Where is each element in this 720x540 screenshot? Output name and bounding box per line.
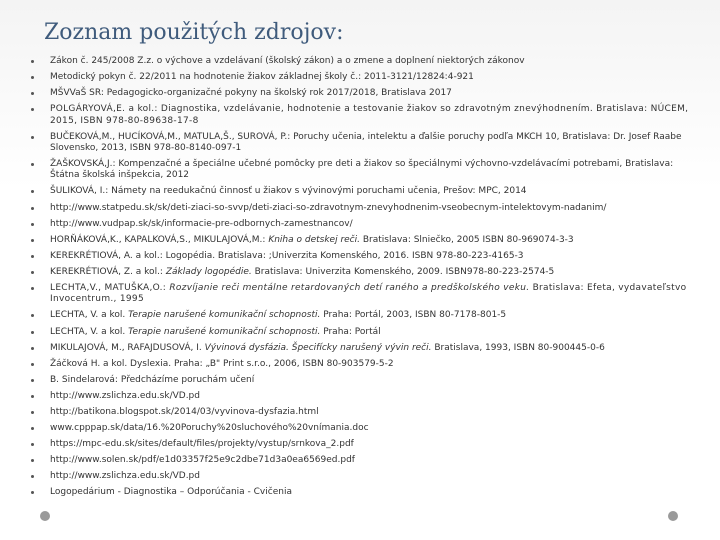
corner-dot-icon xyxy=(668,511,678,521)
reference-item xyxy=(28,159,692,182)
reference-text: MŠVVaŠ SR: Pedagogicko-organizačné pokyny na školský rok 2017/2018, Bratislava 2017 xyxy=(50,88,452,99)
reference-publisher: Praha: Portál xyxy=(320,326,381,337)
slide-title: Zoznam použitých zdrojov: xyxy=(44,20,344,45)
reference-link[interactable]: http://www.solen.sk/pdf/e1d03357f25e9c2dbe71d3a0ea6569ed.pdf xyxy=(50,455,355,466)
reference-item xyxy=(28,88,692,99)
reference-link[interactable]: http://www.vudpap.sk/sk/informacie-pre-odbornych-zamestnancov/ xyxy=(50,218,353,229)
reference-author: LECHTA, V. a kol. xyxy=(50,310,129,321)
reference-link[interactable]: https://mpc-edu.sk/sites/default/files/projekty/vystup/srnkova_2.pdf xyxy=(50,439,354,450)
reference-item xyxy=(28,423,692,434)
reference-title: Kniha o detskej reči. xyxy=(268,234,360,245)
reference-publisher: Bratislava: Efeta, vydavateľstvo Invocentrum., 1995 xyxy=(50,283,687,305)
corner-dot-icon xyxy=(40,511,50,521)
reference-item xyxy=(28,471,692,482)
reference-item xyxy=(28,267,692,278)
reference-item xyxy=(28,186,692,197)
reference-link[interactable]: http://www.zslichza.edu.sk/VD.pd xyxy=(50,471,200,482)
reference-title: Rozvíjanie reči mentálne retardovaných detí raného a predškolského veku. xyxy=(169,283,530,294)
reference-text: Zákon č. 245/2008 Z.z. o výchove a vzdelávaní (školský zákon) a o zmene a doplnení niektorých zákonov xyxy=(50,56,525,66)
reference-link[interactable]: http://www.statpedu.sk/sk/deti-ziaci-so-svvp/deti-ziaci-so-zdravotnym-znevyhodnenim-vseobecnym-intelektovym-nadanim/ xyxy=(50,202,607,213)
reference-item xyxy=(28,203,692,214)
reference-item xyxy=(28,375,692,386)
reference-title: Vývinová dysfázia. Špecifícky narušený vývin reči. xyxy=(204,342,432,353)
reference-item xyxy=(28,487,692,498)
reference-item xyxy=(28,310,692,321)
reference-link[interactable]: www.cpppap.sk/data/16.%20Poruchy%20sluchového%20vnímania.doc xyxy=(50,423,369,434)
reference-text: ŠULIKOVÁ, I.: Námety na reedukačnú činnosť u žiakov s vývinovými poruchami učenia, Prešov: MPC, 2014 xyxy=(50,186,527,197)
reference-item xyxy=(28,72,692,83)
reference-item xyxy=(28,407,692,418)
reference-publisher: Bratislava: Univerzita Komenského, 2009. ISBN978-80-223-2574-5 xyxy=(251,266,555,277)
reference-author: LECHTA, V. a kol. xyxy=(50,326,129,337)
reference-item xyxy=(28,235,692,246)
reference-author: KEREKRÉTIOVÁ, Z. a kol.: xyxy=(50,266,166,277)
reference-author: MIKULAJOVÁ, M., RAFAJDUSOVÁ, I. xyxy=(50,342,205,353)
reference-item xyxy=(28,219,692,230)
reference-publisher: Bratislava, 1993, ISBN 80-900445-0-6 xyxy=(431,342,605,353)
reference-publisher: Bratislava: Slniečko, 2005 ISBN 80-969074-3-3 xyxy=(360,234,574,245)
reference-item xyxy=(28,283,692,306)
reference-text: Žáčková H. a kol. Dyslexia. Praha: „B" Print s.r.o., 2006, ISBN 80-903579-5-2 xyxy=(50,358,394,369)
reference-text: Logopedárium - Diagnostika – Odporúčania - Cvičenia xyxy=(50,487,292,498)
reference-title: Základy logopédie. xyxy=(165,266,252,277)
reference-title: Terapie narušené komunikační schopnosti. xyxy=(128,310,321,321)
reference-title: Terapie narušené komunikační schopnosti. xyxy=(128,326,321,337)
reference-link[interactable]: http://batikona.blogspot.sk/2014/03/vyvinova-dysfazia.html xyxy=(50,406,319,417)
reference-author: HORŇÁKOVÁ,K., KAPALKOVÁ,S., MIKULAJOVÁ,M.: xyxy=(50,234,269,245)
reference-text: BUČEKOVÁ,M., HUCÍKOVÁ,M., MATULA,Š., SUROVÁ, P.: Poruchy učenia, intelektu a ďalšie poruchy podľa MKCH 10, Bratislava: Dr. Josef Raabe Slovensko, 2013, ISBN 978-80-8140-097-1 xyxy=(50,131,682,153)
reference-item xyxy=(28,391,692,402)
reference-link[interactable]: http://www.zslichza.edu.sk/VD.pd xyxy=(50,390,200,401)
reference-text: Metodický pokyn č. 22/2011 na hodnotenie žiakov základnej školy č.: 2011-3121/12824:4-921 xyxy=(50,72,474,83)
reference-text: ŽAŠKOVSKÁ,J.: Kompenzačné a špeciálne učebné pomôcky pre deti a žiakov so špeciálnymi výchovno-vzdelávacími potrebami, Bratislava: Štátna školská inšpekcia, 2012 xyxy=(50,159,674,181)
reference-item xyxy=(28,439,692,450)
reference-publisher: Praha: Portál, 2003, ISBN 80-7178-801-5 xyxy=(320,310,507,321)
reference-item xyxy=(28,455,692,466)
reference-text: B. Sindelarová: Předcházíme poruchám učení xyxy=(50,374,255,385)
reference-text: POLGÁRYOVÁ,E. a kol.: Diagnostika, vzdelávanie, hodnotenie a testovanie žiakov so zdravotným znevýhodnením. Bratislava: NÚCEM, 2015, ISBN 978-80-89638-17-8 xyxy=(50,104,689,126)
reference-item xyxy=(28,359,692,370)
reference-text: KEREKRÉTIOVÁ, A. a kol.: Logopédia. Bratislava: ;Univerzita Komenského, 2016. ISBN 978-80-223-4165-3 xyxy=(50,250,524,261)
reference-item xyxy=(28,343,692,354)
reference-item xyxy=(28,104,692,127)
reference-list xyxy=(28,56,692,504)
reference-item xyxy=(28,132,692,155)
reference-item xyxy=(28,327,692,338)
reference-item xyxy=(28,56,692,67)
reference-item xyxy=(28,251,692,262)
reference-author: LECHTA,V., MATUŠKA,O.: xyxy=(50,283,170,294)
